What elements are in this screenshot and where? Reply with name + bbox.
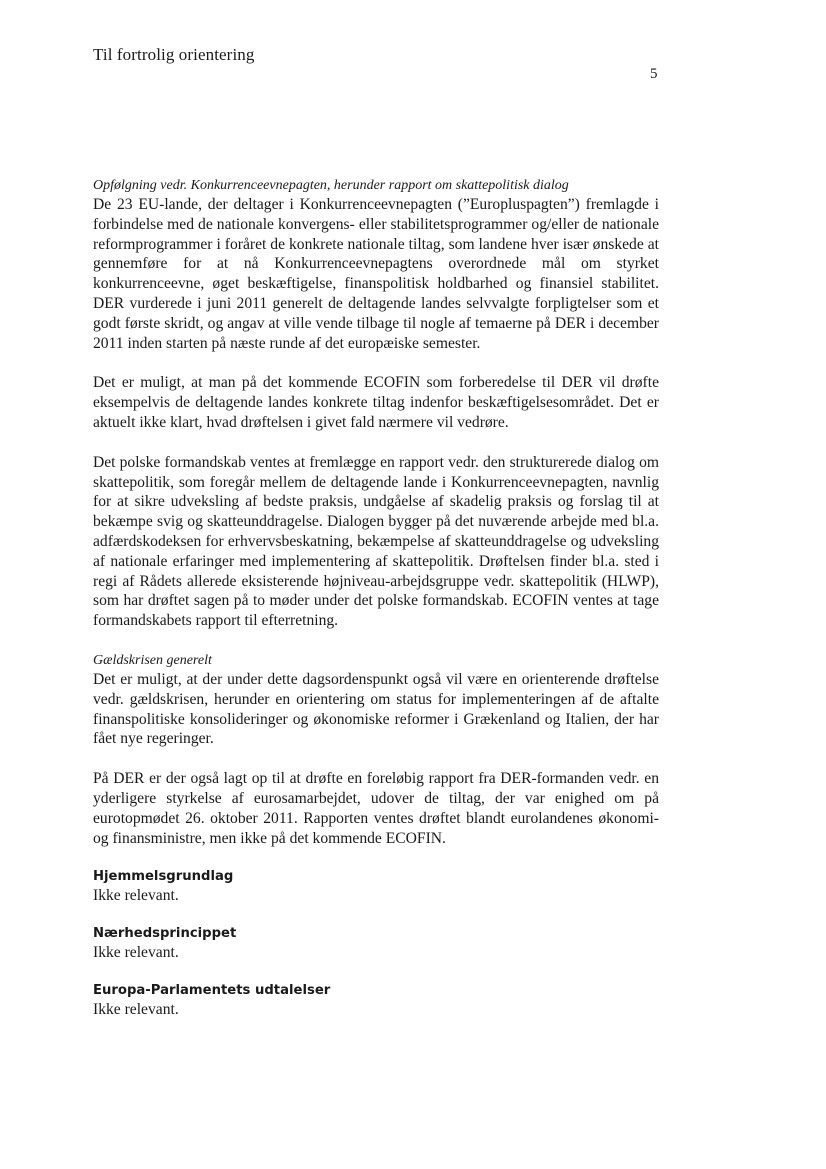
document-body: [93, 176, 659, 1019]
section-heading-debt-crisis: Gældskrisen generelt: [93, 652, 212, 668]
parliament-opinions-heading: Europa-Parlamentets udtalelser: [93, 983, 331, 999]
page-number: 5: [650, 66, 658, 82]
paragraph: Det er muligt, at der under dette dagsordenspunkt også vil være en orienterende drøftelse vedr. gældskrisen, herunder en orientering om status for implementeringen af de aftalte finanspolitiske konsolideringer og økonomiske reformer i Grækenland og Italien, der har fået nye regeringer.: [93, 670, 659, 748]
legal-basis-text: Ikke relevant.: [93, 887, 179, 905]
section-heading-follow-up: Opfølgning vedr. Konkurrenceevnepagten, herunder rapport om skattepolitisk dialog: [93, 178, 569, 193]
paragraph: Det polske formandskab ventes at fremlægge en rapport vedr. den strukturerede dialog om skattepolitik, som foregår mellem de deltagende lande i Konkurrenceevnepagten, navnlig for at sikre udveksling af bedste praksis, undgåelse af skadelig praksis og forslag til at bekæmpe svig og skatteunddragelse. Dialogen bygger på det nuværende arbejde med bl.a. adfærdskodeksen for erhvervsbeskatning, bekæmpelse af skatteunddragelse og udveksling af nationale erfaringer med implementering af skattepolitik. Drøftelsen finder bl.a. sted i regi af Rådets allerede eksisterende højniveau-arbejdsgruppe vedr. skattepolitik (HLWP), som har drøftet sagen på to møder under det polske formandskab. ECOFIN ventes at tage formandskabets rapport til efterretning.: [93, 453, 659, 630]
subsidiarity-heading: Nærhedsprincippet: [93, 926, 237, 942]
parliament-opinions-text: Ikke relevant.: [93, 1001, 179, 1019]
paragraph: Det er muligt, at man på det kommende ECOFIN som forberedelse til DER vil drøfte eksempelvis de deltagende landes konkrete tiltag indenfor beskæftigelsesområdet. Det er aktuelt ikke klart, hvad drøftelsen i givet fald nærmere vil vedrøre.: [93, 374, 659, 431]
paragraph: De 23 EU-lande, der deltager i Konkurrenceevnepagten (”Europluspagten”) fremlagde i forbindelse med de nationale konvergens- eller stabilitetsprogrammer og/eller de nationale reformprogrammer i foråret de konkrete nationale tiltag, som landene hver især ønskede at gennemføre for at nå Konkurrenceevnepagtens overordnede mål om styrket konkurrenceevne, øget beskæftigelse, finanspolitisk holdbarhed og finansiel stabilitet. DER vurderede i juni 2011 generelt de deltagende landes selvvalgte forpligtelser som et godt første skridt, og angav at ville vende tilbage til nogle af temaerne på DER i december 2011 inden starten på næste runde af det europæiske semester.: [93, 196, 659, 352]
subsidiarity-text: Ikke relevant.: [93, 944, 179, 962]
paragraph: På DER er der også lagt op til at drøfte en foreløbig rapport fra DER-formanden vedr. en yderligere styrkelse af eurosamarbejdet, udover de tiltag, der var enighed om på eurotopmødet 26. oktober 2011. Rapporten ventes drøftet blandt eurolandenes økonomi- og finansministre, men ikke på det kommende ECOFIN.: [93, 770, 659, 847]
header-title: Til fortrolig orientering: [93, 45, 255, 64]
legal-basis-heading: Hjemmelsgrundlag: [93, 869, 234, 885]
